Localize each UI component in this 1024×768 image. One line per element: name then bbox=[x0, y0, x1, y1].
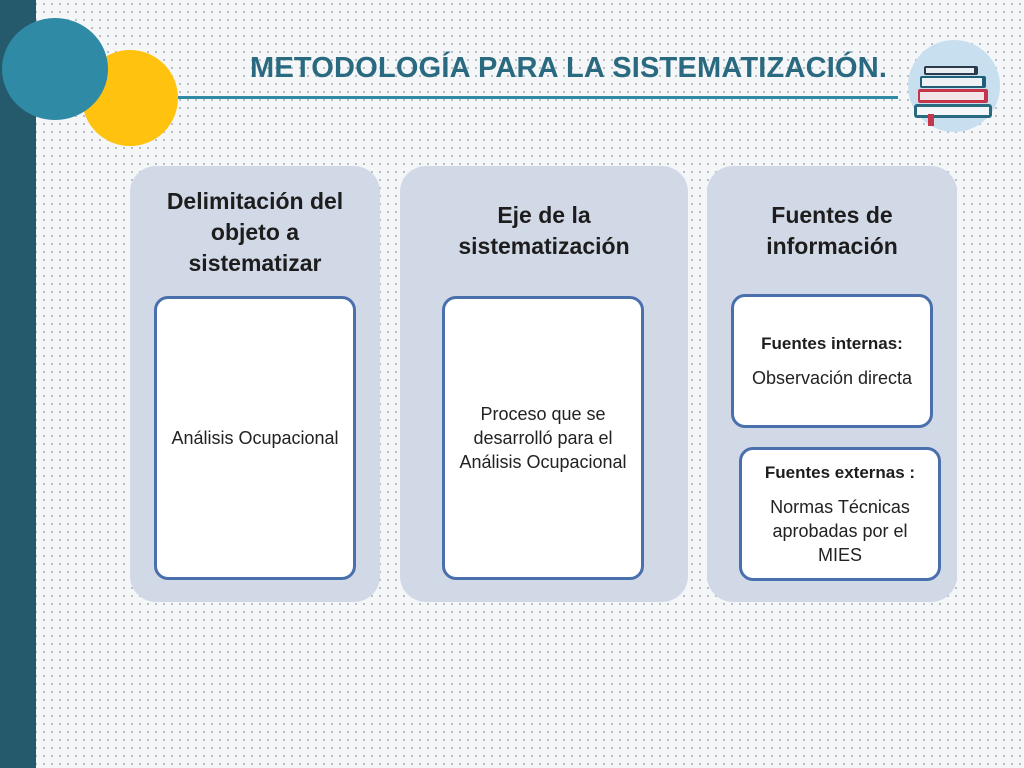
internal-sources-card bbox=[731, 294, 933, 428]
column-heading: Eje de la sistematización bbox=[458, 202, 630, 259]
column-fuentes bbox=[707, 166, 957, 602]
teal-circle-decoration bbox=[2, 18, 108, 120]
title-underline bbox=[178, 96, 898, 99]
card-text: Observación directa bbox=[751, 368, 913, 388]
card-label: Fuentes externas : bbox=[764, 463, 916, 482]
column-heading: Fuentes de información bbox=[766, 202, 898, 259]
column-heading: Delimitación del objeto a sistematizar bbox=[166, 187, 344, 276]
card-text: Proceso que se desarrolló para el Análisis Ocupacional bbox=[459, 404, 627, 472]
column-eje bbox=[400, 166, 688, 602]
books-stack-icon bbox=[908, 40, 1000, 132]
column-delimitacion bbox=[130, 166, 380, 602]
content-card bbox=[442, 296, 644, 580]
slide-title: METODOLOGÍA PARA LA SISTEMATIZACIÓN. bbox=[250, 52, 888, 84]
card-label: Fuentes internas: bbox=[761, 334, 903, 353]
left-accent-bar bbox=[0, 0, 36, 768]
content-card bbox=[154, 296, 356, 580]
card-text: Normas Técnicas aprobadas por el MIES bbox=[770, 497, 910, 565]
card-text: Análisis Ocupacional bbox=[171, 428, 339, 448]
external-sources-card bbox=[739, 447, 941, 581]
